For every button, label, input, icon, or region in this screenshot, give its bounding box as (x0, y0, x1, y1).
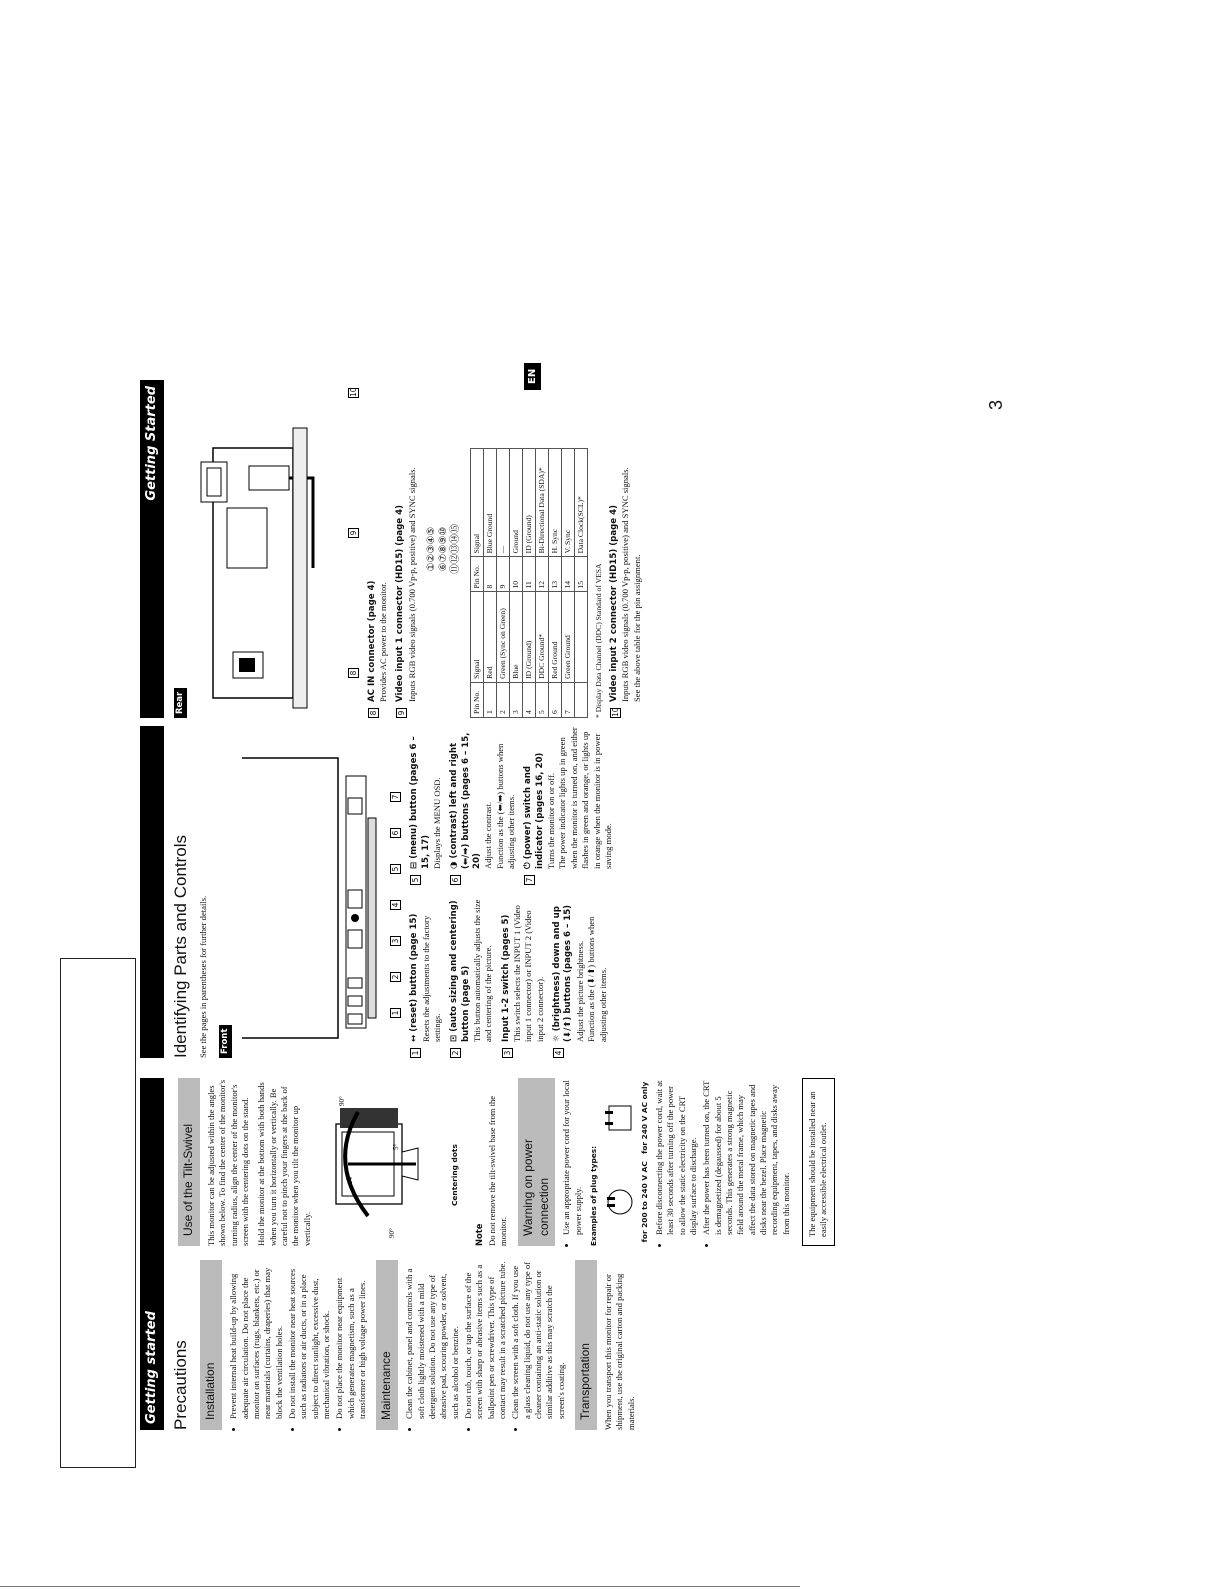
front-items (409, 726, 617, 1058)
pin-row: ⑪⑫⑬⑭⑮ (449, 524, 461, 574)
header-bar-right (140, 380, 164, 718)
table-cell: — (496, 449, 509, 557)
rear-item (367, 380, 390, 718)
tilt-heading: Use of the Tilt-Swivel (178, 1078, 200, 1246)
item-number: 9 (396, 708, 407, 718)
table-cell: Blue (509, 592, 522, 682)
pin-assignment-table (470, 448, 588, 718)
header-right-label: Getting Started (144, 386, 159, 501)
table-cell: 15 (575, 557, 588, 592)
maintenance-bullet: • Clean the cabinet, panel and controls with a soft cloth lightly moistened with a mild detergent solution. Do not use any type of abrasive pad, scouring powder, or solvent, such as alcohol or benzine. (404, 1260, 461, 1419)
power-bullet: • After the power has been turned on, the CRT is demagnetized (degaussed) for about 5 seconds. This generates a strong magnetic field around the metal frame, which may affect the data stored on magnetic tapes and disks near the bezel. Place magnetic recording equipment, tapes, and disks away from this monitor. (701, 1078, 792, 1235)
table-cell: Red (483, 592, 496, 682)
maintenance-bullet: • Do not rub, touch, or tap the surface of the screen with sharp or abrasive items such as a ballpoint pen or screwdriver. This type of contact may result in a scratched picture tube. (463, 1260, 508, 1419)
plug-type-2 (603, 1082, 650, 1154)
item-heading: ◑ (contrast) left and right (⬅/➡) buttons (pages 6 – 15, 20) (449, 732, 483, 869)
power-bullet: • Use an appropriate power cord for your local power supply. (561, 1078, 584, 1235)
installation-list (228, 1260, 368, 1430)
item-text-2: See the above table for the pin assignment. (631, 554, 642, 702)
item-number: 4 (553, 1048, 564, 1058)
rear-callout: 8 (348, 668, 359, 678)
precautions-column (170, 1260, 642, 1430)
item-heading: ⊟ (menu) button (pages 6 – 15, 17) (409, 736, 431, 869)
power-heading: Warning on power connection (518, 1078, 556, 1246)
item-number: 1 (410, 1048, 421, 1058)
maintenance-heading: Maintenance (376, 1260, 398, 1430)
tilt-text-2: Hold the monitor at the bottom with both hands when you turn it horizontally or vertically. Be careful not to pinch your fingers at the back of the monitor when you tilt the monitor up vertically. (256, 1082, 312, 1246)
front-callout: 2 (390, 972, 401, 982)
transportation-text: When you transport this monitor for repair or shipment, use the original carton and packing materials. (602, 1273, 636, 1430)
table-row (549, 449, 562, 718)
plug-illustrations (603, 1078, 650, 1246)
table-cell: Data Clock(SCL)* (575, 449, 588, 557)
parts-intro: See the pages in parentheses for further details. (198, 895, 209, 1058)
installation-bullet: • Do not install the monitor near heat sources such as radiators or air ducts, or in a place subject to direct sunlight, excessive dust, mechanical vibration, or shock. (287, 1260, 332, 1419)
installation-bullet: • Do not place the monitor near equipment which generates magnetism, such as a transformer or high voltage power lines. (334, 1260, 368, 1419)
front-item (409, 726, 443, 885)
installation-heading: Installation (200, 1260, 222, 1430)
item-text: Inputs RGB video signals (0.700 Vp-p, positive) and SYNC signals. (406, 467, 417, 702)
header-bar-left (140, 1078, 164, 1430)
tilt-text: This monitor can be adjusted within the angles shown below. To find the center of the monitor's turning radius, align the center of the monitor's screen with the centering dots on the stand. (205, 1079, 250, 1246)
angle-label: 5° (391, 1143, 400, 1150)
item-text-2: Function as the (⬇/⬆) buttons when adjusting other items. (586, 916, 608, 1042)
item-text: Adjust the contrast. (483, 801, 494, 869)
rear-item (395, 380, 418, 718)
table-cell: Blue Ground (483, 449, 496, 557)
table-row (562, 449, 575, 718)
front-callout: 6 (390, 828, 401, 838)
item-text-2: Function as the (⬅/➡) buttons when adjusting other items. (494, 743, 517, 869)
front-callout: 1 (390, 1008, 401, 1018)
maintenance-bullet: • Clean the screen with a soft cloth. If you use a glass cleaning liquid, do not use any type of cleaner containing an anti-static solution or similar additive as this may scratch the screen's coating. (510, 1260, 567, 1419)
header-left-label: Getting started (144, 1311, 159, 1424)
placeholder-frame (60, 958, 136, 1468)
item-heading: AC IN connector (page 4) (366, 580, 377, 702)
manual-spread (140, 190, 1006, 1430)
table-cell: ID (Ground) (523, 449, 536, 557)
front-callout: 7 (390, 792, 401, 802)
front-item (449, 726, 517, 885)
table-cell: Green Ground (562, 592, 575, 682)
tilt-illustration (318, 1078, 468, 1246)
table-cell: Red Ground (549, 592, 562, 682)
item-text: This button automatically adjusts the size and centering of the picture. (472, 899, 494, 1042)
plug-examples-label: Examples of plug types: (589, 1145, 599, 1246)
plug-type-1 (603, 1161, 650, 1242)
rear-callout: 9 (348, 528, 359, 538)
power-list-2 (654, 1078, 792, 1246)
table-cell: 7 (562, 682, 575, 717)
item-heading: ↔ (reset) button (page 15) (409, 913, 420, 1042)
table-cell: 4 (523, 682, 536, 717)
item-text: Resets the adjustments to the factory settings. (420, 915, 443, 1042)
table-cell: V. Sync (562, 449, 575, 557)
outlet-notice-box (802, 1078, 835, 1246)
angle-label: 90° (387, 1228, 396, 1238)
table-cell: 11 (523, 557, 536, 592)
table-cell: H. Sync (549, 449, 562, 557)
table-row (575, 449, 588, 718)
table-cell: 3 (509, 682, 522, 717)
item-text: Adjust the picture brightness. (574, 940, 585, 1042)
table-row (483, 449, 496, 718)
table-row (496, 449, 509, 718)
table-cell: 8 (483, 557, 496, 592)
parts-title: Identifying Parts and Controls (171, 834, 190, 1058)
front-item (449, 899, 494, 1058)
table-cell (575, 682, 588, 717)
transportation-heading: Transportation (575, 1260, 597, 1430)
table-cell (575, 592, 588, 682)
item-number: 7 (524, 875, 535, 885)
plug-icon (603, 1098, 637, 1138)
pin-row: ①②③④⑤ (425, 526, 437, 572)
item-heading: ⏻ (power) switch and indicator (pages 16, 20) (523, 752, 545, 869)
item-number: 10 (611, 707, 621, 717)
table-cell: 5 (536, 682, 549, 717)
front-panel-diagram (238, 726, 398, 1058)
centering-dots-caption: Centering dots (449, 1144, 459, 1206)
table-header: Signal (470, 592, 483, 682)
pin-row: ⑥⑦⑧⑨⑩ (437, 526, 449, 572)
rear-column (170, 380, 649, 718)
outlet-notice-text: The equipment should be installed near an easily accessible electrical outlet. (807, 1091, 829, 1237)
plug-label: for 200 to 240 V AC (640, 1161, 650, 1243)
power-list (561, 1078, 584, 1246)
table-header: Signal (470, 449, 483, 557)
item-heading: Input 1-2 switch (pages 5) (500, 914, 511, 1042)
item-number: 6 (450, 875, 461, 885)
parts-column (170, 726, 618, 1058)
front-callout: 5 (390, 864, 401, 874)
item-number: 5 (410, 875, 421, 885)
item-text: Inputs RGB video signals (0.700 Vp-p, positive) and SYNC signals. (620, 467, 631, 702)
table-header: Pin No. (470, 557, 483, 592)
table-header-row (470, 449, 483, 718)
table-cell: 1 (483, 682, 496, 717)
front-item (552, 899, 609, 1058)
plug-label: for 240 V AC only (640, 1081, 650, 1154)
item-heading: ⊡ (auto sizing and centering) button (page 5) (449, 900, 471, 1042)
angle-label: 14° (345, 1174, 354, 1184)
table-cell: 6 (549, 682, 562, 717)
rear-panel-diagram (193, 380, 343, 718)
table-cell: Bi-Directional Data (SDA)* (536, 449, 549, 557)
rear-callout-row (347, 380, 359, 678)
rear-label: Rear (174, 688, 187, 718)
page-number: 3 (986, 399, 1006, 410)
item-number: 2 (450, 1048, 461, 1058)
table-cell: 14 (562, 557, 575, 592)
item-heading: Video input 1 connector (HD15) (page 4) (395, 504, 406, 702)
item-text: Provides AC power to the monitor. (377, 582, 388, 702)
installation-bullet: • Prevent internal heat build-up by allowing adequate air circulation. Do not place the monitor on surfaces (rugs, blankets, etc.) or near materials (curtains, draperies) that may block the ventilation holes. (228, 1260, 285, 1419)
table-cell: 9 (496, 557, 509, 592)
rear-item (609, 380, 643, 718)
item-text: This switch selects the INPUT 1 (Video input 1 connector) or INPUT 2 (Video input 2 connector). (512, 905, 545, 1042)
item-heading: Video input 2 connector (HD15) (page 4) (609, 504, 620, 702)
rear-callout: 10 (348, 387, 358, 397)
table-row (509, 449, 522, 718)
item-number: 3 (502, 1048, 513, 1058)
item-text: Displays the MENU OSD. (432, 777, 443, 869)
language-tab: EN (524, 363, 541, 390)
note-label: Note (473, 1223, 484, 1246)
item-text-2: The power indicator lights up in green when the monitor is turned on, and either flashes in green and orange, or lights up in orange when the monitor is in power saving mode. (557, 727, 613, 869)
header-bar-middle (140, 726, 164, 1058)
table-footnote: * Display Data Channel (DDC) Standard of VESA (594, 563, 604, 718)
precautions-title: Precautions (171, 1340, 190, 1430)
tilt-power-column (170, 1078, 835, 1246)
hd15-pin-diagram (426, 380, 462, 718)
front-callout: 3 (390, 936, 401, 946)
item-text: Turns the monitor on or off. (546, 773, 557, 869)
power-bullet: • Before disconnecting the power cord, wait at least 30 seconds after turning off the power to allow the static electricity on the CRT display surface to discharge. (654, 1078, 699, 1235)
table-cell: Ground (509, 449, 522, 557)
item-number: 8 (368, 708, 379, 718)
table-cell: Green (Sync on Green) (496, 592, 509, 682)
table-cell: 12 (536, 557, 549, 592)
front-item (523, 726, 614, 885)
table-cell: ID (Ground) (523, 592, 536, 682)
maintenance-list (404, 1260, 567, 1430)
front-label: Front (219, 1025, 232, 1058)
plug-icon (603, 1182, 637, 1222)
table-cell: 2 (496, 682, 509, 717)
item-heading: ☼ (brightness) down and up (⬇/⬆) buttons (pages 6 – 15) (552, 904, 574, 1042)
note-text: Do not remove the tilt-swivel base from the monitor. (487, 1095, 509, 1246)
front-item (409, 899, 443, 1058)
table-row (523, 449, 536, 718)
table-header: Pin No. (470, 682, 483, 717)
table-cell: DDC Ground* (536, 592, 549, 682)
front-callout: 4 (390, 900, 401, 910)
table-row (536, 449, 549, 718)
bottom-rule (0, 1586, 800, 1587)
table-cell: 13 (549, 557, 562, 592)
front-item (501, 899, 546, 1058)
angle-label: 90° (337, 1096, 346, 1106)
table-cell: 10 (509, 557, 522, 592)
